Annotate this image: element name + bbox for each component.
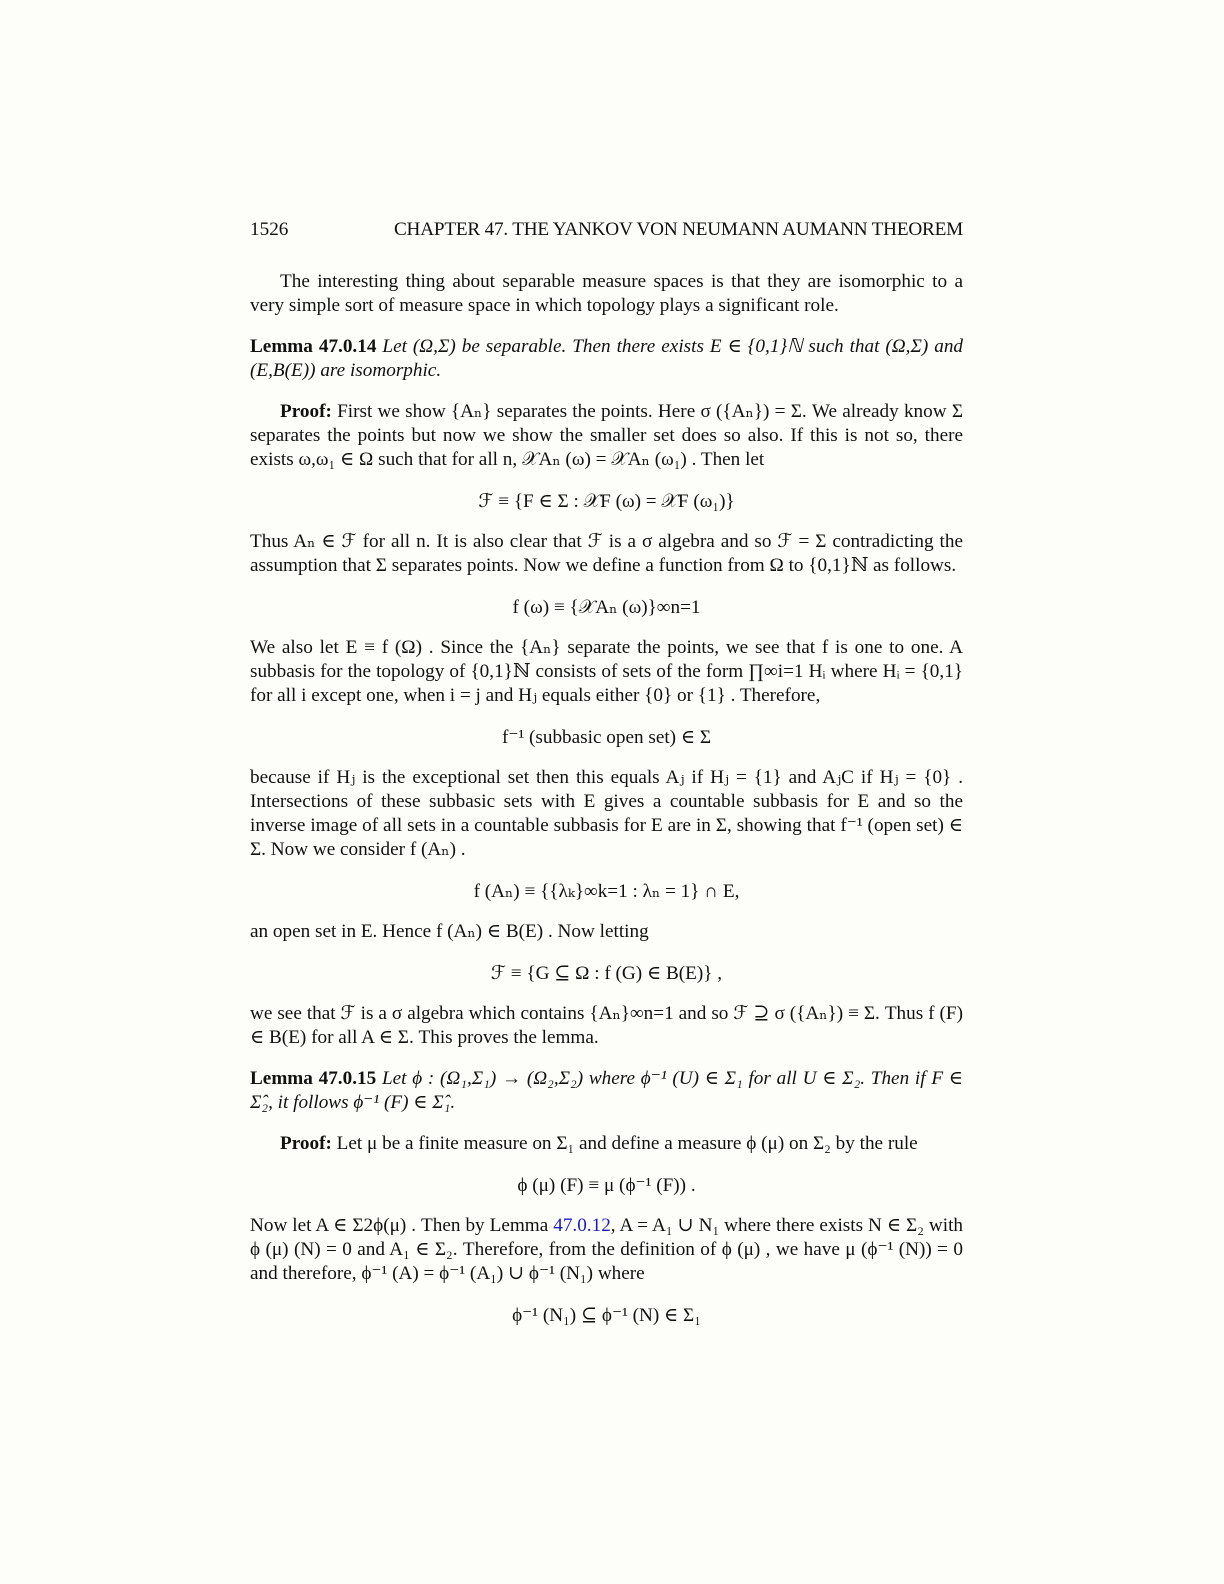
proof-label: Proof: — [280, 401, 332, 422]
equation: ℱ ≡ {G ⊆ Ω : f (G) ∈ B(E)} , — [490, 963, 723, 984]
lemma-statement: Let ϕ : (Ω₁,Σ₁) → (Ω₂,Σ₂) where ϕ⁻¹ (U) ∈ Σ₁ for all U ∈ Σ₂. Then if F ∈ Σ̂₂, it follows ϕ⁻¹ (F) ∈ Σ̂₁. — [250, 1068, 963, 1113]
paragraph — [250, 1214, 963, 1286]
proof-text: Let μ be a finite measure on Σ₁ and define a measure ϕ (μ) on Σ₂ by the rule — [336, 1133, 918, 1154]
page-number: 1526 — [250, 219, 289, 240]
proof-paragraph — [250, 400, 963, 472]
equation: f (Aₙ) ≡ {{λₖ}∞k=1 : λₙ = 1} ∩ E, — [473, 881, 740, 902]
proof-text: First we show {Aₙ} separates the points. Here σ ({Aₙ}) = Σ. We already know Σ separates the points but now we show the smaller set does so also. If this is not so, there exists ω,ω₁ ∈ Ω such that for all n, 𝒳Aₙ (ω) = 𝒳Aₙ (ω₁) . Then let — [250, 401, 963, 470]
paragraph: We also let E ≡ f (Ω) . Since the {Aₙ} separate the points, we see that f is one to one. A subbasis for the topology of {0,1}ℕ consists of sets of the form ∏∞i=1 Hᵢ where Hᵢ = {0,1} for all i except one, when i = j and Hⱼ equals either {0} or {1} . Therefore, — [250, 637, 963, 706]
equation: f (ω) ≡ {𝒳Aₙ (ω)}∞n=1 — [512, 597, 701, 618]
paragraph-text: , A = A₁ ∪ N₁ where there exists N ∈ Σ₂ with ϕ (μ) (N) = 0 and A₁ ∈ Σ₂. Therefore, from the definition of ϕ (μ) , we have μ (ϕ⁻¹ (N)) = 0 and therefore, ϕ⁻¹ (A) = ϕ⁻¹ (A₁) ∪ ϕ⁻¹ (N₁) where — [250, 1215, 963, 1284]
paragraph: because if Hⱼ is the exceptional set then this equals Aⱼ if Hⱼ = {1} and AⱼC if Hⱼ = {0} . Intersections of these subbasic sets with E gives a countable subbasis for E and so the inverse image of all sets in a countable subbasis for E are in Σ, showing that f⁻¹ (open set) ∈ Σ. Now we consider f (Aₙ) . — [250, 767, 963, 860]
equation: ϕ⁻¹ (N₁) ⊆ ϕ⁻¹ (N) ∈ Σ₁ — [512, 1305, 701, 1326]
proof-label: Proof: — [280, 1133, 332, 1154]
lemma-reference-link[interactable]: 47.0.12 — [553, 1215, 611, 1236]
proof-paragraph — [250, 1132, 963, 1156]
equation: ϕ (μ) (F) ≡ μ (ϕ⁻¹ (F)) . — [517, 1175, 696, 1196]
lemma-label: Lemma 47.0.14 — [250, 336, 377, 357]
lemma-47-0-14 — [250, 335, 963, 383]
paragraph: we see that ℱ is a σ algebra which contains {Aₙ}∞n=1 and so ℱ ⊇ σ ({Aₙ}) ≡ Σ. Thus f (F) ∈ B(E) for all A ∈ Σ. This proves the lemma. — [250, 1003, 963, 1048]
page — [250, 218, 963, 1344]
lemma-label: Lemma 47.0.15 — [250, 1068, 377, 1089]
paragraph-text: Now let A ∈ Σ2ϕ(μ) . Then by Lemma — [250, 1215, 554, 1236]
intro-paragraph: The interesting thing about separable measure spaces is that they are isomorphic to a very simple sort of measure space in which topology plays a significant role. — [250, 271, 963, 316]
paragraph: Thus Aₙ ∈ ℱ for all n. It is also clear that ℱ is a σ algebra and so ℱ = Σ contradicting the assumption that Σ separates points. Now we define a function from Ω to {0,1}ℕ as follows. — [250, 531, 963, 576]
paragraph: an open set in E. Hence f (Aₙ) ∈ B(E) . Now letting — [250, 921, 649, 942]
lemma-statement: Let (Ω,Σ) be separable. Then there exists E ∈ {0,1}ℕ such that (Ω,Σ) and (E,B(E)) are isomorphic. — [250, 336, 964, 381]
equation: ℱ ≡ {F ∈ Σ : 𝒳F (ω) = 𝒳F (ω₁)} — [478, 491, 735, 512]
running-header — [250, 218, 963, 242]
running-title: CHAPTER 47. THE YANKOV VON NEUMANN AUMANN THEOREM — [393, 219, 963, 240]
lemma-47-0-15 — [250, 1067, 963, 1115]
equation: f⁻¹ (subbasic open set) ∈ Σ — [501, 727, 712, 748]
